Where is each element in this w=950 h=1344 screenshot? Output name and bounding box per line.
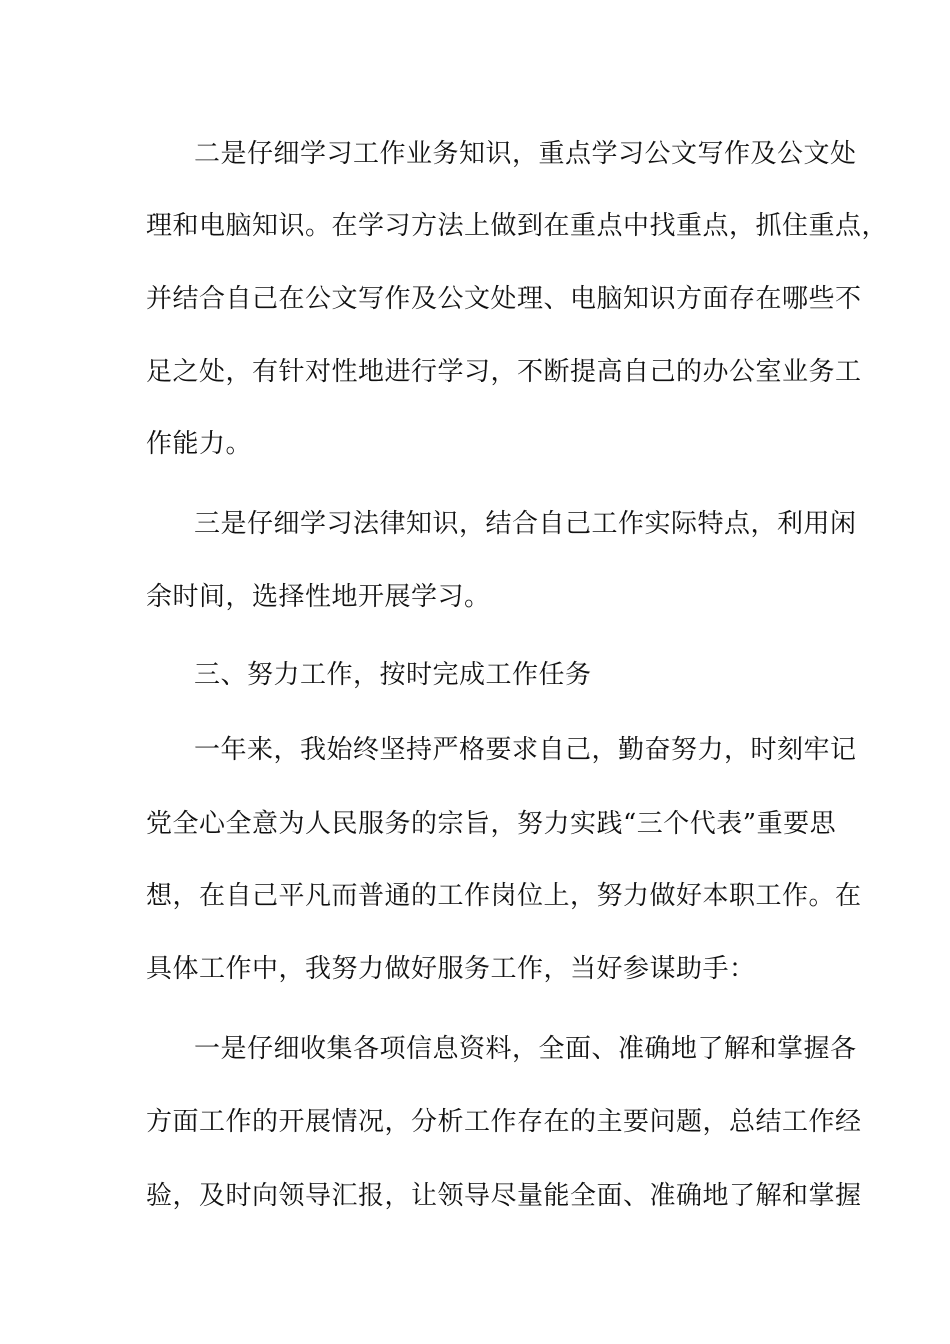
paragraph-line: 想，在自己平凡而普通的工作岗位上，努力做好本职工作。在 [146,881,862,911]
paragraph-line: 余时间，选择性地开展学习。 [146,582,491,612]
paragraph-line: 三是仔细学习法律知识，结合自己工作实际特点，利用闲 [194,509,857,539]
section-heading: 三、努力工作，按时完成工作任务 [194,660,592,690]
paragraph-line: 具体工作中，我努力做好服务工作，当好参谋助手： [146,954,756,984]
paragraph-line: 理和电脑知识。在学习方法上做到在重点中找重点，抓住重点， [146,211,889,241]
paragraph-line: 方面工作的开展情况，分析工作存在的主要问题，总结工作经 [146,1107,862,1137]
paragraph-line: 一年来，我始终坚持严格要求自己，勤奋努力，时刻牢记 [194,735,857,765]
paragraph-line: 党全心全意为人民服务的宗旨，努力实践“三个代表”重要思 [146,809,837,839]
paragraph-line: 足之处，有针对性地进行学习，不断提高自己的办公室业务工 [146,357,862,387]
paragraph-line: 验，及时向领导汇报，让领导尽量能全面、准确地了解和掌握 [146,1181,862,1211]
paragraph-line: 二是仔细学习工作业务知识，重点学习公文写作及公文处 [194,139,857,169]
paragraph-line: 一是仔细收集各项信息资料，全面、准确地了解和掌握各 [194,1034,857,1064]
paragraph-line: 作能力。 [146,429,253,459]
paragraph-line: 并结合自己在公文写作及公文处理、电脑知识方面存在哪些不 [146,284,862,314]
